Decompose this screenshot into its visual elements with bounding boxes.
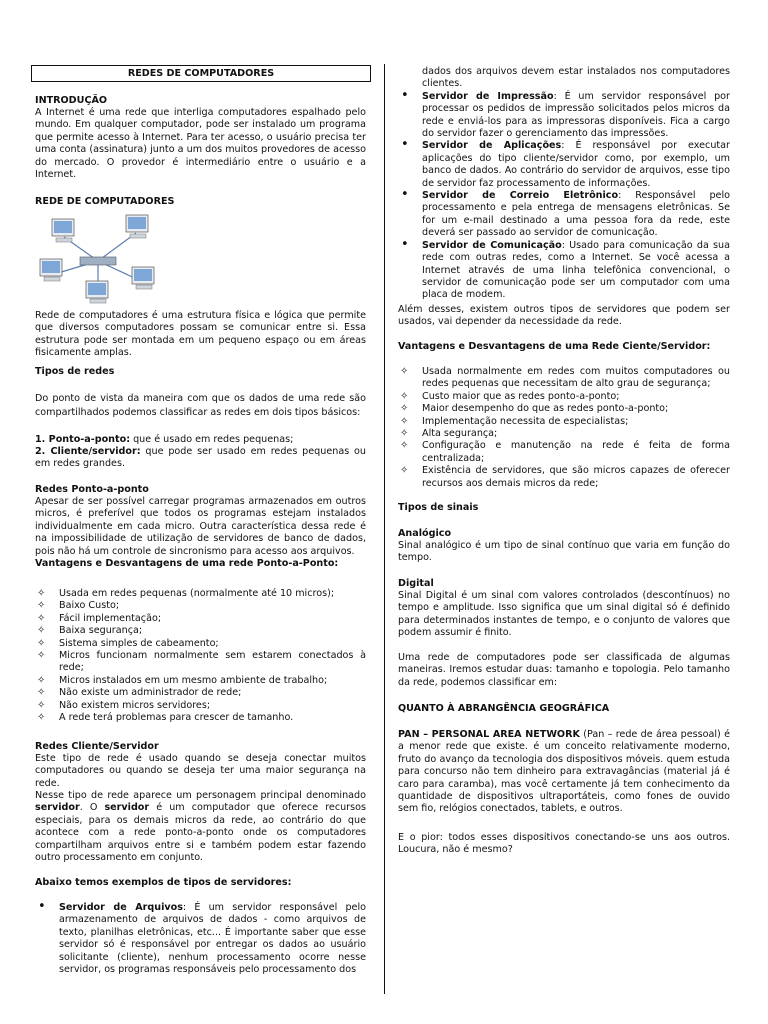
list-item: ✧ Configuração e manutenção na rede é feita de forma centralizada; [400,440,730,464]
diamond-star-icon: ✧ [400,403,409,415]
analog-text: Sinal analógico é um tipo de sinal contínuo que varia em função do tempo. [398,540,730,564]
page-title: REDES DE COMPUTADORES [31,65,371,82]
list-item: ✧ Micros funcionam normalmente sem estarem conectados à rede; [37,650,366,674]
diamond-star-icon: ✧ [37,600,46,612]
intro-heading: INTRODUÇÃO [35,95,108,106]
list-item: ✧ Usada normalmente em redes com muitos computadores ou redes pequenas que necessitam de alto grau de segurança; [400,366,730,390]
diamond-star-icon: ✧ [400,366,409,377]
tipo-ponto-a-ponto: 1. Ponto-a-ponto: que é usado em redes pequenas; [35,434,294,445]
round-bullet-icon: • [401,187,409,203]
server-list [35,899,366,976]
diamond-star-icon: ✧ [37,637,46,649]
list-item: ✧ Baixa segurança; [37,625,143,637]
p2p-vd-heading: Vantagens e Desvantagens de uma rede Ponto-a-Ponto: [35,558,339,569]
list-item: • Servidor de Aplicações: É responsável por executar aplicações do tipo cliente/servidor como, por exemplo, um banco de dados. Ao contrário do servidor de arquivos, esse tipo de servidor faz processamento de informações. [401,137,730,189]
p2p-heading: Redes Ponto-a-ponto [35,484,149,495]
diamond-star-icon: ✧ [37,712,46,724]
list-item: • Servidor de Impressão: É um servidor responsável por processar os pedidos de impressão solicitados pelos micros da rede e enviá-los para as impressoras disponíveis. Fica a cargo do servidor fazer o gerenciamento das impressões. [401,87,730,140]
cs-text-1: Este tipo de rede é usado quando se deseja conectar muitos computadores ou quando se deseja ter uma maior segurança na rede. [35,753,366,789]
list-item: ✧ Fácil implementação; [37,612,162,624]
list-item: ✧ Sistema simples de cabeamento; [37,637,219,649]
list-item: ✧ Existência de servidores, que são micros capazes de oferecer recursos aos demais micros da rede; [400,465,730,489]
round-bullet-icon: • [401,236,409,252]
list-item: • Servidor de Comunicação: Usado para comunicação da sua rede com outras redes, como a Internet. Se você acessa a Internet através de uma linha telefônica convencional, o servidor de comunicação pode ser um computador com uma placa de modem. [401,236,730,301]
diamond-star-icon: ✧ [37,687,46,699]
digital-heading: Digital [398,578,434,589]
tipos-text: Do ponto de vista da maneira com que os dados de uma rede são compartilhados podemos classificar as redes em dois tipos básicos: [35,393,366,418]
pan-text: PAN – PERSONAL AREA NETWORK (Pan – rede de área pessoal) é a menor rede que existe. é um conceito relativamente moderno, fruto do avanço da tecnologia dos dispositivos móveis. quem estuda para concurso não tem dinheiro para extravagâncias (material já é caro para caramba), mas você certamente já tem conhecimento da quantidade de dispositivos ultraportáteis, como fones de ouvido sem fio, relógios conectados, tablets, e outros. [398,729,731,815]
list-item: • Servidor de Arquivos: É um servidor responsável pelo armazenamento de arquivos de dados - como arquivos de texto, planilhas eletrônicas, etc... É importante saber que esse servidor só é responsável por entregar os dados ao usuário solicitante (cliente), nenhum processamento ocorre nesse servidor, os programas responsáveis pelo processamento dos [38,899,366,976]
list-item: ✧ Usada em redes pequenas (normalmente até 10 micros); [37,588,335,599]
diamond-star-icon: ✧ [37,674,46,686]
diamond-star-icon: ✧ [400,415,409,427]
list-item: ✧ Alta segurança; [400,428,498,440]
list-item: ✧ Baixo Custo; [37,600,120,612]
diamond-star-icon: ✧ [37,625,46,637]
servers-heading: Abaixo temos exemplos de tipos de servidores: [35,877,292,888]
round-bullet-icon: • [38,899,46,914]
intro-text: A Internet é uma rede que interliga computadores espalhado pelo mundo. Em qualquer computador, pode ser instalado um programa que permite acesso à Internet. Para ter acesso, o usuário precisa ter uma conta (assinatura) junto a um dos muitos provedores de acesso do mercado. O provedor é intermediário entre o usuário e a Internet. [35,107,366,181]
list-item: ✧ Micros instalados em um mesmo ambiente de trabalho; [37,674,328,686]
cs-text-2: Nesse tipo de rede aparece um personagem principal denominado servidor. O servidor é um computador que oferece recursos especiais, para os demais micros da rede, ao contrário do que acontece com a rede ponto-a-ponto onde os computadores compartilham arquivos entre si e também podem estar fazendo outro processamento em conjunto. [35,790,366,864]
analog-heading: Analógico [398,528,452,539]
sinais-heading: Tipos de sinais [398,502,479,513]
diamond-star-icon: ✧ [37,699,46,711]
list-item: ✧ Não existe um administrador de rede; [37,687,242,699]
diamond-star-icon: ✧ [37,650,46,662]
alem-text: Além desses, existem outros tipos de servidores que podem ser usados, vai depender da necessidade da rede. [398,304,730,328]
round-bullet-icon: • [401,87,409,103]
list-item: ✧ A rede terá problemas para crescer de tamanho. [37,712,294,724]
p2p-text: Apesar de ser possível carregar programas armazenados em outros micros, é preferível que todos os programas estejam instalados individualmente em cada micro. Outra característica dessa rede é na impossibilidade de utilização de servidores de banco de dados, pois não há um controle de sincronismo para acesso aos arquivos. [35,496,366,557]
rede-heading: REDE DE COMPUTADORES [35,196,175,207]
p2p-list [35,588,366,724]
cs-list [398,366,730,490]
diamond-star-icon: ✧ [37,588,46,599]
column-divider [384,64,385,994]
round-bullet-icon: • [401,137,409,153]
abrangencia-heading: QUANTO À ABRANGÊNCIA GEOGRÁFICA [398,703,610,714]
cs-heading: Redes Cliente/Servidor [35,741,159,752]
rede-text: Rede de computadores é uma estrutura física e lógica que permite que diversos computadores possam se comunicar entre si. Essa estrutura pode ser montada em um pequeno espaço ou em áreas fisicamente amplas. [35,310,366,359]
diamond-star-icon: ✧ [400,428,409,440]
server-list-continued [398,66,730,302]
tipos-heading: Tipos de redes [35,366,115,377]
network-diagram-icon [36,211,161,306]
diamond-star-icon: ✧ [400,390,409,402]
digital-text: Sinal Digital é um sinal com valores controlados (descontínuos) no tempo e amplitude. Isso significa que um sinal digital só é definido para determinados instantes de tempo, e o conjunto de valores que podem assumir é finito. [398,590,730,639]
list-item: dados dos arquivos devem estar instalados nos computadores clientes. [422,66,730,90]
pior-text: E o pior: todos esses dispositivos conectando-se uns aos outros. Loucura, não é mesmo? [398,832,730,856]
list-item: ✧ Maior desempenho do que as redes ponto-a-ponto; [400,403,669,415]
list-item: ✧ Não existem micros servidores; [37,699,211,711]
list-item: • Servidor de Correio Eletrônico: Responsável pelo processamento e pela entrega de mensagens eletrônicas. Se for um e-mail destinado a uma pessoa fora da rede, este deverá ser passado ao servidor de comunicação. [401,187,730,239]
diamond-star-icon: ✧ [400,440,409,452]
classificacao-text: Uma rede de computadores pode ser classificada de algumas maneiras. Iremos estudar duas: tamanho e topologia. Pelo tamanho da rede, podemos classificar em: [398,652,730,688]
diamond-star-icon: ✧ [37,612,46,624]
list-item: ✧ Custo maior que as redes ponto-a-ponto; [400,390,620,402]
cs-vd-heading: Vantagens e Desvantagens de uma Rede Ciente/Servidor: [398,341,711,352]
diamond-star-icon: ✧ [400,465,409,477]
list-item: ✧ Implementação necessita de especialistas; [400,415,629,427]
tipo-cliente-servidor: 2. Cliente/servidor: que pode ser usado em redes pequenas ou em redes grandes. [35,446,367,470]
